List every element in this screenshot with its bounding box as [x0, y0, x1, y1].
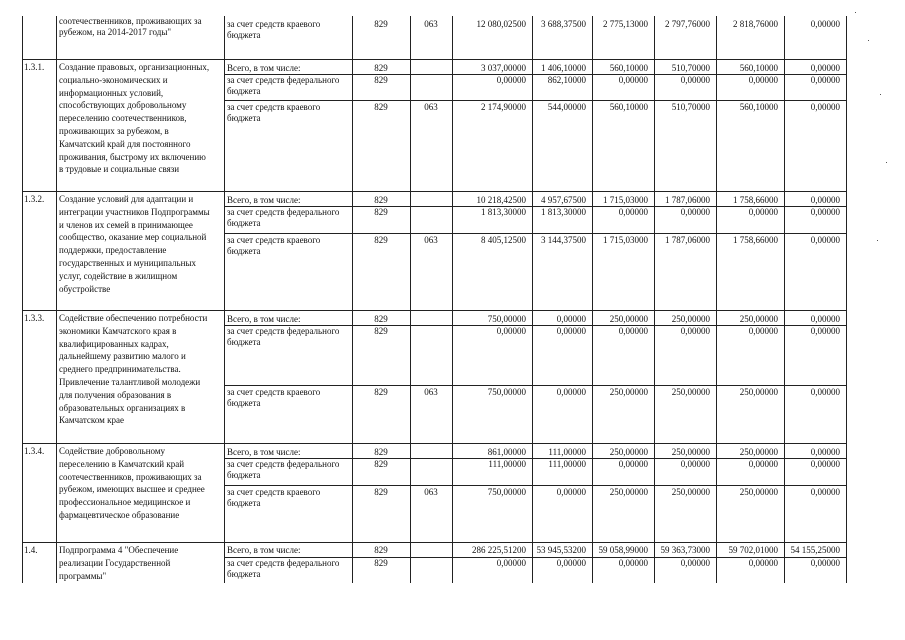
amount-cell: 0,00000 [496, 558, 526, 568]
funding-source-line: за счет средств федерального [227, 326, 340, 336]
amount-cell: 1 787,06000 [665, 195, 710, 205]
item-name-line: сообщество, оказание мер социальной [59, 232, 207, 243]
funding-source-line: бюджета [227, 86, 261, 97]
funding-source-line: за счет средств краевого [227, 487, 321, 497]
amount-cell: 1 758,66000 [733, 235, 778, 245]
amount-cell: 0,00000 [810, 207, 840, 217]
item-name-line: дальнейшему развитию малого и [59, 351, 186, 362]
amount-cell: 560,10000 [739, 63, 778, 73]
amount-cell: 560,10000 [739, 102, 778, 112]
grbs-code: 829 [374, 75, 388, 85]
amount-cell: 250,00000 [739, 487, 778, 497]
amount-cell: 0,00000 [618, 558, 648, 568]
amount-cell: 1 813,30000 [481, 207, 526, 217]
amount-cell: 0,00000 [680, 459, 710, 469]
grbs-code: 829 [374, 447, 388, 457]
row-rule-6 [22, 310, 846, 311]
amount-cell: 286 225,51200 [472, 545, 526, 555]
amount-cell: 2 797,76000 [665, 19, 710, 29]
item-name-line: фармацевтическое образование [59, 510, 180, 520]
funding-source-line: за счет средств краевого [227, 102, 321, 112]
funding-source-line: за счет средств федерального [227, 558, 340, 568]
amount-cell: 4 957,67500 [541, 195, 586, 205]
amount-cell: 750,00000 [487, 387, 526, 397]
amount-cell: 1 715,03000 [603, 235, 648, 245]
amount-cell: 0,00000 [618, 207, 648, 217]
funding-source-line: Всего, в том числе: [227, 545, 301, 555]
item-name-line: поддержки, предоставление [59, 245, 167, 256]
funding-source-line: бюджета [227, 246, 261, 257]
amount-cell: 3 688,37500 [541, 19, 586, 29]
item-name-line: рубежом, на 2014-2017 годы" [59, 27, 172, 38]
item-name-line: соотечественников, проживающих за [59, 471, 202, 482]
grbs-code: 829 [374, 545, 388, 555]
amount-cell: 0,00000 [680, 75, 710, 85]
amount-cell: 0,00000 [556, 487, 586, 497]
amount-cell: 0,00000 [810, 326, 840, 336]
item-name-line: Создание условий для адаптации и [59, 194, 194, 204]
amount-cell: 250,00000 [671, 487, 710, 497]
funding-source-line: за счет средств федерального [227, 459, 340, 469]
item-name-line: для получения образования в [59, 389, 172, 400]
column-rule-2 [224, 16, 225, 583]
funding-source-line: бюджета [227, 337, 261, 348]
amount-cell: 53 945,53200 [536, 545, 586, 555]
amount-cell: 861,00000 [487, 447, 526, 457]
row-rule-3 [22, 191, 846, 192]
column-rule-1 [56, 16, 57, 583]
item-name-line: переселению соотечественников, [59, 113, 187, 124]
grbs-code: 829 [374, 63, 388, 73]
amount-cell: 862,10000 [547, 75, 586, 85]
amount-cell: 0,00000 [680, 207, 710, 217]
amount-cell: 8 405,12500 [481, 235, 526, 245]
funding-source-line: бюджета [227, 498, 261, 509]
amount-cell: 0,00000 [556, 387, 586, 397]
amount-cell: 0,00000 [810, 314, 840, 324]
expense-code: 063 [424, 19, 438, 29]
funding-source-line: бюджета [227, 113, 261, 124]
amount-cell: 111,00000 [488, 459, 526, 469]
expense-code: 063 [424, 102, 438, 112]
item-name-line: услуг, содействие в жилищном [59, 270, 178, 281]
funding-source-line: бюджета [227, 470, 261, 481]
amount-cell: 250,00000 [671, 447, 710, 457]
amount-cell: 250,00000 [609, 487, 648, 497]
amount-cell: 0,00000 [680, 558, 710, 568]
amount-cell: 250,00000 [671, 387, 710, 397]
amount-cell: 0,00000 [556, 314, 586, 324]
amount-cell: 0,00000 [810, 447, 840, 457]
item-name-line: соотечественников, проживающих за [59, 16, 202, 26]
item-name-line: переселению в Камчатский край [59, 458, 185, 469]
item-number: 1.4. [24, 545, 38, 555]
row-rule-5 [224, 233, 846, 234]
amount-cell: 1 758,66000 [733, 195, 778, 205]
amount-cell: 510,70000 [671, 63, 710, 73]
grbs-code: 829 [374, 326, 388, 336]
column-rule-11 [846, 16, 847, 583]
grbs-code: 829 [374, 195, 388, 205]
item-name-line: интеграции участников Подпрограммы [59, 206, 210, 217]
amount-cell: 0,00000 [810, 195, 840, 205]
funding-source-line: за счет средств краевого [227, 19, 321, 29]
row-rule-9 [22, 443, 846, 444]
item-name-line: обустройстве [59, 283, 111, 294]
amount-cell: 750,00000 [487, 487, 526, 497]
grbs-code: 829 [374, 235, 388, 245]
column-rule-0 [22, 16, 23, 583]
row-rule-8 [224, 385, 846, 386]
grbs-code: 829 [374, 487, 388, 497]
amount-cell: 59 058,99000 [598, 545, 648, 555]
amount-cell: 0,00000 [810, 75, 840, 85]
item-number: 1.3.1. [24, 62, 45, 72]
amount-cell: 0,00000 [556, 558, 586, 568]
grbs-code: 829 [374, 314, 388, 324]
amount-cell: 510,70000 [671, 102, 710, 112]
scan-speck [868, 40, 869, 41]
item-name-line: Подпрограмма 4 "Обеспечение [59, 545, 179, 555]
amount-cell: 0,00000 [496, 75, 526, 85]
scan-speck [886, 162, 887, 163]
amount-cell: 0,00000 [810, 102, 840, 112]
amount-cell: 0,00000 [810, 63, 840, 73]
item-number: 1.3.2. [24, 194, 45, 204]
grbs-code: 829 [374, 102, 388, 112]
funding-source-line: Всего, в том числе: [227, 447, 301, 457]
funding-source-line: бюджета [227, 218, 261, 229]
amount-cell: 0,00000 [618, 75, 648, 85]
amount-cell: 3 144,37500 [541, 235, 586, 245]
amount-cell: 2 818,76000 [733, 19, 778, 29]
item-name-line: Привлечение талантливой молодежи [59, 377, 201, 387]
item-name-line: экономики Камчатского края в [59, 325, 177, 336]
amount-cell: 250,00000 [609, 314, 648, 324]
amount-cell: 0,00000 [810, 387, 840, 397]
item-name-line: проживающих за рубежом, в [59, 126, 169, 136]
amount-cell: 0,00000 [810, 19, 840, 29]
row-rule-12 [22, 542, 846, 543]
amount-cell: 250,00000 [609, 387, 648, 397]
grbs-code: 829 [374, 19, 388, 29]
row-rule-11 [224, 485, 846, 486]
amount-cell: 0,00000 [810, 487, 840, 497]
item-name-line: государственных и муниципальных [59, 258, 196, 268]
amount-cell: 0,00000 [748, 75, 778, 85]
funding-source-line: за счет средств краевого [227, 235, 321, 245]
amount-cell: 2 174,90000 [481, 102, 526, 112]
amount-cell: 12 080,02500 [476, 19, 526, 29]
amount-cell: 0,00000 [496, 326, 526, 336]
amount-cell: 0,00000 [810, 235, 840, 245]
amount-cell: 54 155,25000 [790, 545, 840, 555]
amount-cell: 1 715,03000 [603, 195, 648, 205]
funding-source-line: бюджета [227, 30, 261, 41]
funding-source-line: Всего, в том числе: [227, 195, 301, 205]
item-name-line: и членов их семей в принимающее [59, 219, 193, 230]
funding-source-line: бюджета [227, 569, 261, 580]
item-name-line: программы" [59, 570, 107, 581]
amount-cell: 1 813,30000 [541, 207, 586, 217]
item-name-line: информационных условий, [59, 87, 164, 98]
item-name-line: проживания, быстрому их включению [59, 151, 206, 162]
amount-cell: 250,00000 [609, 447, 648, 457]
item-name-line: Создание правовых, организационных, [59, 62, 210, 72]
expense-code: 063 [424, 387, 438, 397]
funding-source-line: Всего, в том числе: [227, 63, 301, 73]
grbs-code: 829 [374, 459, 388, 469]
scan-speck [877, 240, 878, 241]
funding-source-line: за счет средств краевого [227, 387, 321, 397]
expense-code: 063 [424, 487, 438, 497]
item-name-line: Камчатском крае [59, 415, 124, 426]
item-name-line: квалифицированных кадрах, [59, 338, 169, 349]
amount-cell: 560,10000 [609, 63, 648, 73]
item-name-line: рубежом, имеющих высшее и среднее [59, 484, 205, 495]
item-name-line: образовательных организациях в [59, 402, 186, 413]
grbs-code: 829 [374, 207, 388, 217]
scan-speck [880, 94, 881, 95]
funding-source-line: Всего, в том числе: [227, 314, 301, 324]
item-name-line: Содействие обеспечению потребности [59, 313, 208, 323]
amount-cell: 0,00000 [748, 326, 778, 336]
amount-cell: 0,00000 [618, 326, 648, 336]
amount-cell: 111,00000 [548, 459, 586, 469]
grbs-code: 829 [374, 387, 388, 397]
amount-cell: 1 406,10000 [541, 63, 586, 73]
amount-cell: 250,00000 [671, 314, 710, 324]
amount-cell: 544,00000 [547, 102, 586, 112]
row-rule-0 [22, 59, 846, 60]
item-number: 1.3.4. [24, 446, 45, 456]
amount-cell: 0,00000 [810, 558, 840, 568]
item-name-line: среднего предпринимательства. [59, 364, 181, 375]
funding-source-line: за счет средств федерального [227, 207, 340, 217]
scan-speck [855, 12, 856, 13]
expense-code: 063 [424, 235, 438, 245]
amount-cell: 0,00000 [618, 459, 648, 469]
item-name-line: в трудовые и социальные связи [59, 164, 180, 175]
amount-cell: 111,00000 [548, 447, 586, 457]
amount-cell: 560,10000 [609, 102, 648, 112]
funding-source-line: бюджета [227, 398, 261, 409]
amount-cell: 0,00000 [748, 459, 778, 469]
amount-cell: 250,00000 [739, 387, 778, 397]
amount-cell: 0,00000 [556, 326, 586, 336]
row-rule-2 [224, 100, 846, 101]
amount-cell: 0,00000 [680, 326, 710, 336]
item-name-line: Содействие добровольному [59, 446, 166, 456]
amount-cell: 250,00000 [739, 314, 778, 324]
amount-cell: 2 775,13000 [603, 19, 648, 29]
amount-cell: 10 218,42500 [476, 195, 526, 205]
amount-cell: 750,00000 [487, 314, 526, 324]
amount-cell: 0,00000 [748, 207, 778, 217]
item-name-line: реализации Государственной [59, 557, 171, 568]
item-number: 1.3.3. [24, 313, 45, 323]
amount-cell: 0,00000 [748, 558, 778, 568]
grbs-code: 829 [374, 558, 388, 568]
amount-cell: 59 702,01000 [728, 545, 778, 555]
amount-cell: 3 037,00000 [481, 63, 526, 73]
item-name-line: способствующих добровольному [59, 100, 187, 111]
amount-cell: 250,00000 [739, 447, 778, 457]
item-name-line: Камчатский край для постоянного [59, 138, 191, 149]
funding-source-line: за счет средств федерального [227, 75, 340, 85]
item-name-line: социально-экономических и [59, 74, 168, 85]
amount-cell: 59 363,73000 [660, 545, 710, 555]
item-name-line: профессиональное медицинское и [59, 497, 191, 508]
amount-cell: 1 787,06000 [665, 235, 710, 245]
amount-cell: 0,00000 [810, 459, 840, 469]
